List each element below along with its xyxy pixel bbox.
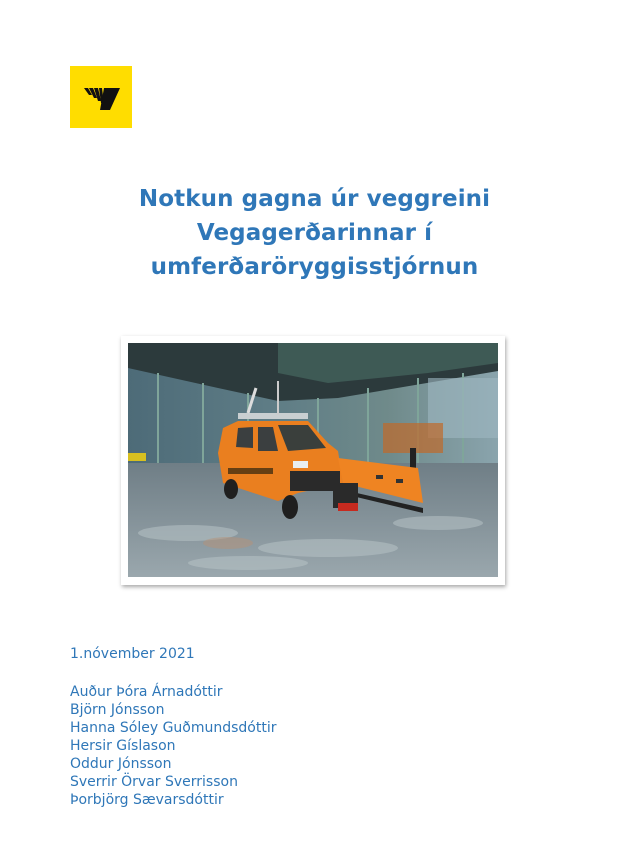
title-line: umferðaröryggisstjórnun	[150, 254, 479, 280]
author-name: Hanna Sóley Guðmundsdóttir	[70, 720, 277, 736]
inspection-van-photo-icon	[128, 343, 498, 577]
cover-photo-frame	[121, 336, 505, 585]
author-name: Oddur Jónsson	[70, 756, 172, 772]
document-title	[0, 182, 629, 284]
author-list	[70, 683, 277, 809]
title-line: Vegagerðarinnar í	[196, 220, 433, 246]
title-line: Notkun gagna úr veggreini	[138, 186, 491, 212]
author-name: Auður Þóra Árnadóttir	[70, 684, 223, 700]
author-name: Hersir Gíslason	[70, 738, 176, 754]
author-name: Björn Jónsson	[70, 702, 165, 718]
author-name: Þorbjörg Sævarsdóttir	[70, 792, 224, 808]
publication-date: 1.nóvember 2021	[70, 646, 195, 662]
cover-photo	[128, 343, 498, 577]
vegagerdin-logo-icon	[70, 66, 132, 128]
vegagerdin-logo	[70, 66, 132, 128]
author-name: Sverrir Örvar Sverrisson	[70, 774, 238, 790]
